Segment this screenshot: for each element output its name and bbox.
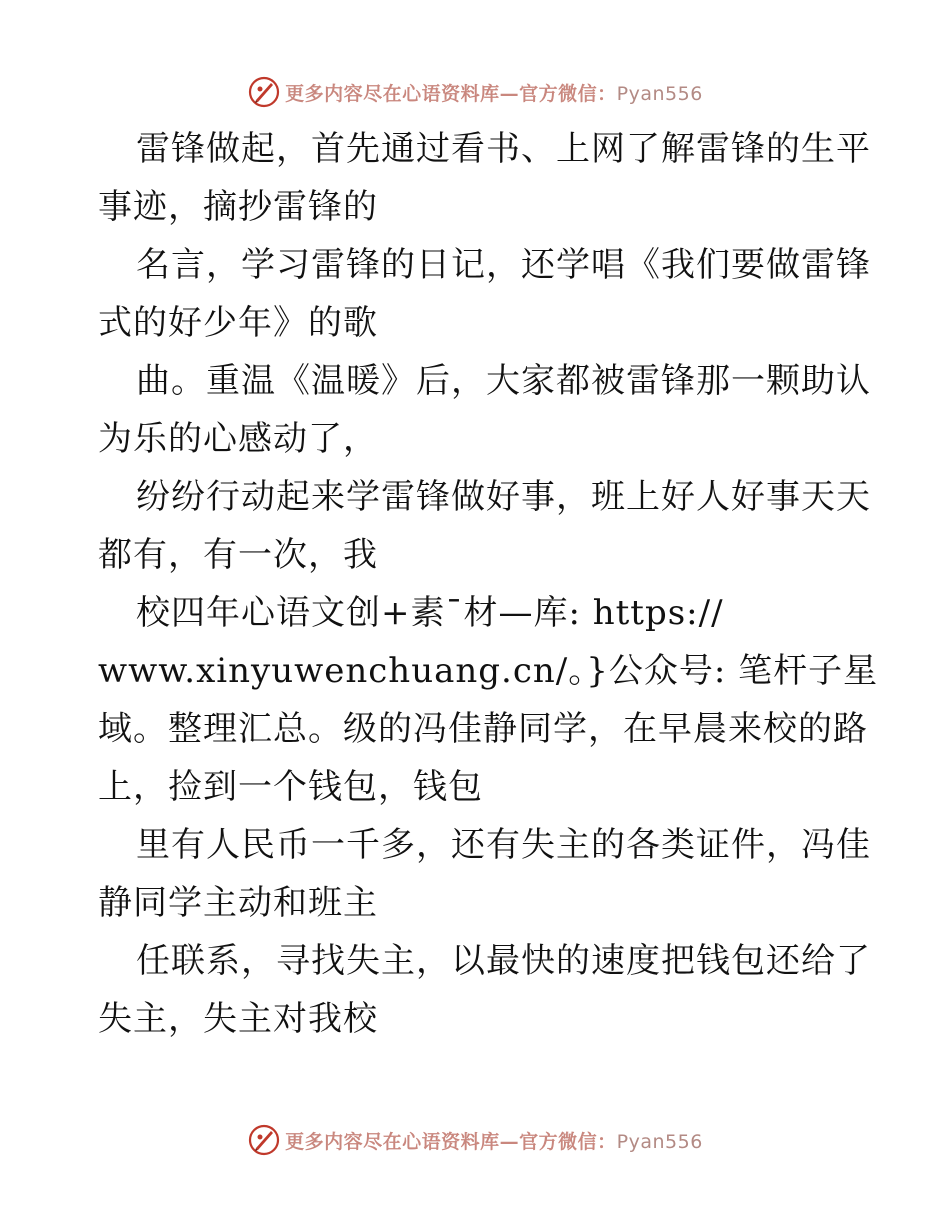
quill-in-circle-logo-icon	[247, 1123, 281, 1157]
banner-wechat-id: Pyan556	[616, 82, 703, 105]
text-line: 雷锋做起，首先通过看书、上网了解雷锋的生平	[136, 129, 871, 169]
text-line: 失主，失主对我校	[98, 999, 378, 1039]
text-line: 式的好少年》的歌	[98, 303, 378, 343]
banner-wechat-id: Pyan556	[616, 1130, 703, 1153]
text-line: 静同学主动和班主	[98, 883, 378, 923]
text-line: 上，捡到一个钱包，钱包	[98, 767, 483, 807]
text-line: 里有人民币一千多，还有失主的各类证件，冯佳	[136, 825, 871, 865]
text-line: 任联系，寻找失主，以最快的速度把钱包还给了	[136, 941, 871, 981]
text-line: 都有，有一次，我	[98, 535, 378, 575]
text-line: 域。整理汇总。级的冯佳静同学，在早晨来校的路	[98, 709, 868, 749]
text-line: www.xinyuwenchuang.cn/。}公众号: 笔杆子星	[98, 651, 879, 691]
text-line: 事迹，摘抄雷锋的	[98, 187, 378, 227]
footer-banner	[0, 1120, 950, 1160]
document-body	[98, 120, 879, 1048]
banner-site-text: 更多内容尽在心语资料库—官方微信：	[285, 82, 617, 105]
text-line: 纷纷行动起来学雷锋做好事，班上好人好事天天	[136, 477, 871, 517]
banner-site-text: 更多内容尽在心语资料库—官方微信：	[285, 1130, 617, 1153]
banner-text	[285, 1127, 703, 1154]
text-line: 曲。重温《温暖》后，大家都被雷锋那一颗助认	[136, 361, 871, 401]
text-line: 为乐的心感动了，	[98, 419, 378, 459]
header-banner	[0, 72, 950, 112]
text-line: 校四年心语文创+素¯材—库: https://	[136, 593, 724, 633]
banner-text	[285, 79, 703, 106]
text-line: 名言，学习雷锋的日记，还学唱《我们要做雷锋	[136, 245, 871, 285]
quill-in-circle-logo-icon	[247, 75, 281, 109]
